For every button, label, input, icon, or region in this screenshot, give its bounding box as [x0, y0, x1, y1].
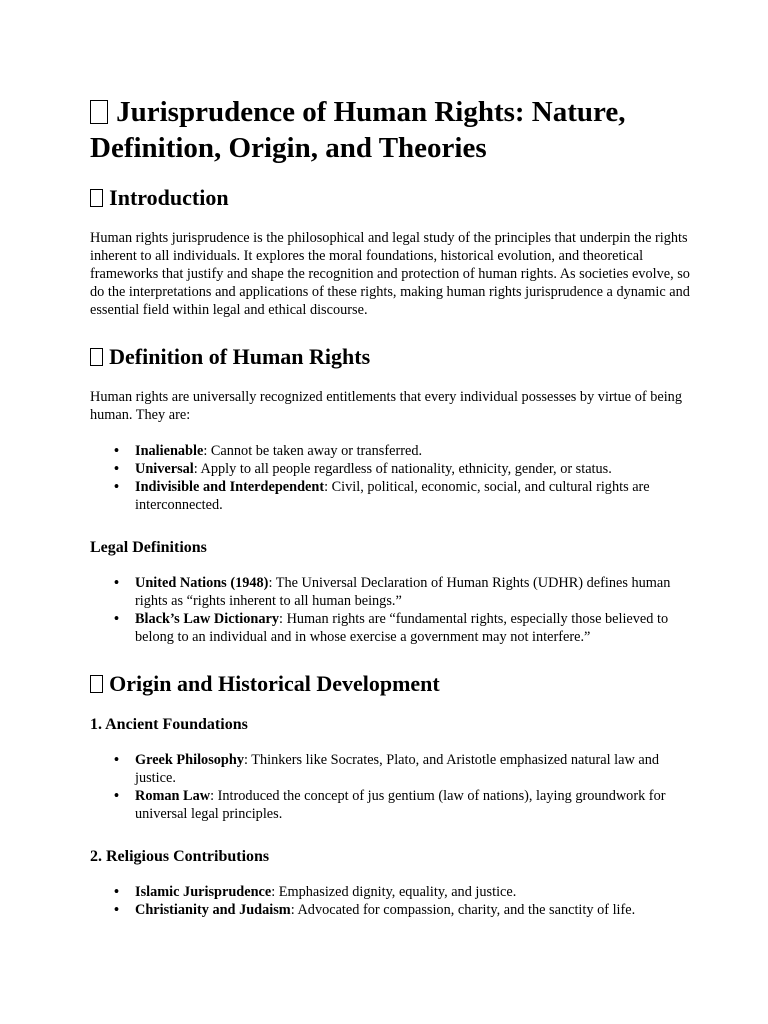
definition-paragraph: Human rights are universally recognized entitlements that every individual possesses by virtue of being human. They are:: [90, 389, 682, 423]
list-item: [114, 442, 690, 460]
list-item-desc: : The Universal Declaration of Human Rights (UDHR) defines human rights as “rights inherent to all human beings.”: [135, 575, 671, 609]
subheading-legal-definitions: Legal Definitions: [90, 539, 207, 556]
document-title-text: Jurisprudence of Human Rights: Nature, Definition, Origin, and Theories: [90, 96, 626, 164]
list-item: [114, 574, 690, 610]
list-item: [114, 610, 690, 646]
section-heading-definition: [90, 343, 690, 371]
list-item-term: Universal: [135, 461, 194, 477]
bullet-icon: •: [114, 611, 120, 627]
list-item: [114, 751, 690, 787]
bullet-icon: •: [114, 575, 120, 591]
section-heading-text: Introduction: [109, 185, 229, 210]
list-item: [114, 787, 690, 823]
missing-glyph-icon: [90, 100, 108, 124]
bullet-icon: •: [114, 884, 120, 900]
missing-glyph-icon: [90, 348, 103, 366]
list-item-term: Christianity and Judaism: [135, 902, 291, 918]
bullet-icon: •: [114, 752, 120, 768]
section-heading-introduction: [90, 184, 690, 212]
list-item-term: Greek Philosophy: [135, 752, 244, 768]
definition-list: [90, 442, 690, 514]
bullet-icon: •: [114, 443, 120, 459]
document-page: [90, 94, 690, 943]
list-item-desc: : Apply to all people regardless of nationality, ethnicity, gender, or status.: [193, 461, 612, 477]
list-item-desc: : Emphasized dignity, equality, and justice.: [271, 884, 517, 900]
bullet-icon: •: [114, 461, 120, 477]
subheading-ancient-foundations: 1. Ancient Foundations: [90, 716, 248, 733]
missing-glyph-icon: [90, 675, 103, 693]
list-item-term: Inalienable: [135, 443, 204, 459]
list-item-term: Black’s Law Dictionary: [135, 611, 280, 627]
list-item-desc: : Civil, political, economic, social, and cultural rights are interconnected.: [135, 479, 650, 513]
bullet-icon: •: [114, 902, 120, 918]
list-item: [114, 460, 690, 478]
list-item: [114, 478, 690, 514]
section-heading-origin: [90, 670, 690, 698]
legal-definitions-list: [90, 574, 690, 646]
religious-contributions-list: [90, 883, 690, 919]
missing-glyph-icon: [90, 189, 103, 207]
list-item: [114, 883, 690, 901]
list-item-desc: : Thinkers like Socrates, Plato, and Aristotle emphasized natural law and justice.: [135, 752, 660, 786]
list-item-desc: : Introduced the concept of jus gentium (law of nations), laying groundwork for universal legal principles.: [135, 788, 666, 822]
list-item-desc: : Cannot be taken away or transferred.: [203, 443, 423, 459]
bullet-icon: •: [114, 479, 120, 495]
list-item-term: Indivisible and Interdependent: [135, 479, 325, 495]
document-title: [90, 94, 690, 166]
list-item-term: United Nations (1948): [135, 575, 269, 591]
list-item-desc: : Advocated for compassion, charity, and the sanctity of life.: [290, 902, 636, 918]
list-item-term: Roman Law: [135, 788, 211, 804]
bullet-icon: •: [114, 788, 120, 804]
section-heading-text: Definition of Human Rights: [109, 344, 371, 369]
subheading-religious-contributions: 2. Religious Contributions: [90, 848, 270, 865]
section-heading-text: Origin and Historical Development: [109, 671, 440, 696]
ancient-foundations-list: [90, 751, 690, 823]
list-item-term: Islamic Jurisprudence: [135, 884, 272, 900]
list-item-desc: : Human rights are “fundamental rights, especially those believed to belong to an individual and in whose exercise a government may not interfere.”: [135, 611, 669, 645]
list-item: [114, 901, 690, 919]
introduction-paragraph: Human rights jurisprudence is the philosophical and legal study of the principles that underpin the rights inherent to all individuals. It explores the moral foundations, historical evolution, and theoretical frameworks that justify and shape the recognition and protection of human rights. As societies evolve, so do the interpretations and applications of these rights, making human rights jurisprudence a dynamic and essential field within legal and ethical discourse.: [90, 230, 690, 318]
